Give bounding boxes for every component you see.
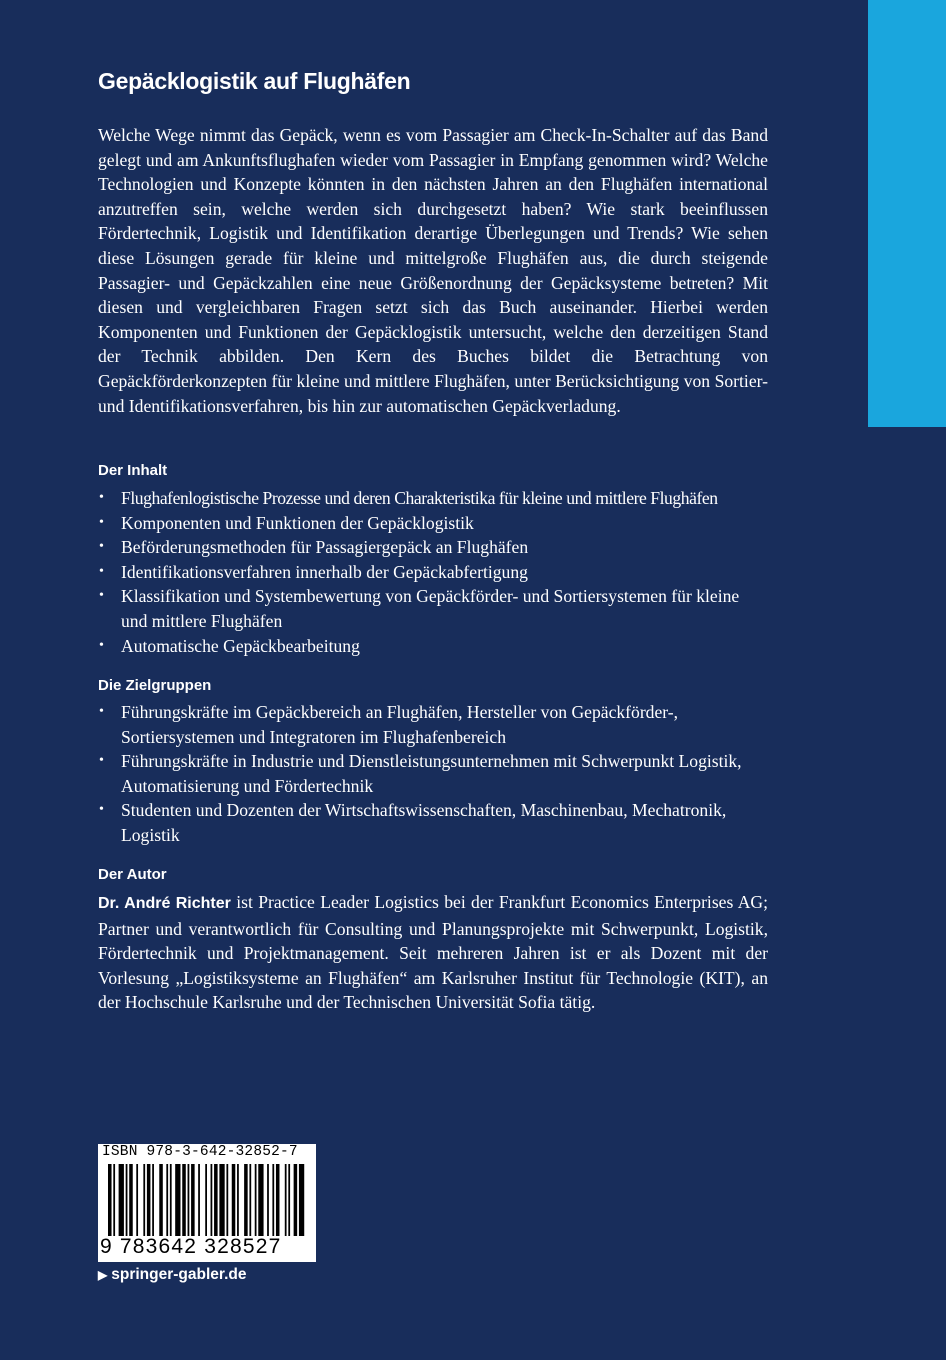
barcode-bar: [147, 1164, 151, 1236]
barcode-bar: [214, 1164, 218, 1236]
barcode-bar: [108, 1164, 112, 1236]
barcode-bar: [232, 1164, 236, 1236]
list-item: • Komponenten und Funktionen der Gepäcklogistik: [98, 511, 768, 536]
barcode-bar: [166, 1164, 168, 1236]
barcode-bar: [288, 1164, 290, 1236]
list-item: • Automatische Gepäckbearbeitung: [98, 634, 768, 659]
list-item: • Flughafenlogistische Prozesse und deren Charakteristika für kleine und mittlere Flughäfen: [98, 486, 768, 511]
barcode-bar: [285, 1164, 287, 1236]
isbn-barcode: [98, 1144, 316, 1262]
bullet-icon: •: [99, 563, 104, 579]
barcode-bar: [159, 1164, 163, 1236]
isbn-number: ISBN 978-3-642-32852-7: [102, 1144, 298, 1160]
author-bio: ist Practice Leader Logistics bei der Frankfurt Economics Enterprises AG; Partner und verantwortlich für Consulting und Planungsprojekte mit Schwerpunkt, Logistik, Fördertechnik und Projektmanagement. Seit mehreren Jahren ist er als Dozent mit der Vorlesung „Logistiksysteme an Flughäfen“ am Karlsruher Institut für Technologie (KIT), an der Hochschule Karlsruhe und der Technischen Universität Sofia tätig.: [98, 892, 768, 1013]
barcode-bar: [244, 1164, 248, 1236]
publisher-link[interactable]: [98, 1266, 246, 1284]
intro-paragraph: Welche Wege nimmt das Gepäck, wenn es vom Passagier am Check-In-Schalter auf das Band gelegt und am Ankunftsflughafen wieder vom Passagier in Empfang genommen wird? Welche Technologien und Konzepte könnten in den nächsten Jahren an den Flughäfen international anzutreffen sein, welche werden sich durchgesetzt haben? Wie stark beeinflussen Fördertechnik, Logistik und Identifikation derartige Überlegungen und Trends? Wie sehen diese Lösungen gerade für kleine und mittelgroße Flughäfen aus, die durch steigende Passagier- und Gepäckzahlen eine neue Größenordnung der Gepäcksysteme betreten? Mit diesen und vergleichbaren Fragen setzt sich das Buch auseinander. Hierbei werden Komponenten und Funktionen der Gepäcklogistik untersucht, welche den derzeitigen Stand der Technik abbilden. Den Kern des Buches bildet die Betrachtung von Gepäckförderkonzepten für kleine und mittlere Flughäfen, unter Berücksichtigung von Sortier- und Identifikationsverfahren, bis hin zur automatischen Gepäckverladung.: [98, 125, 768, 416]
bullet-icon: •: [99, 637, 104, 653]
list-item: • Führungskräfte in Industrie und Dienstleistungsunternehmen mit Schwerpunkt Logistik, Automatisierung und Fördertechnik: [99, 751, 742, 796]
bullet-icon: •: [99, 753, 104, 769]
ean-digits: 9 783642 328527: [100, 1235, 282, 1258]
inhalt-list: [98, 486, 768, 658]
section-heading-zielgruppen: Die Zielgruppen: [98, 677, 212, 694]
barcode-bar: [113, 1164, 115, 1236]
barcode-bar: [211, 1164, 213, 1236]
list-item: • Führungskräfte im Gepäckbereich an Flughäfen, Hersteller von Gepäckförder-, Sortiersystemen und Integratoren im Flughafenbereich: [99, 702, 679, 747]
barcode-bar: [136, 1164, 138, 1236]
barcode-bar: [237, 1164, 239, 1236]
bullet-icon: •: [99, 539, 104, 555]
barcode-bar: [182, 1164, 186, 1236]
barcode-bar: [175, 1164, 180, 1236]
barcode-bar: [255, 1164, 257, 1236]
barcode-bar: [198, 1164, 200, 1236]
section-heading-autor: Der Autor: [98, 866, 167, 883]
section-heading-inhalt: Der Inhalt: [98, 462, 168, 479]
bullet-icon: •: [99, 514, 104, 530]
bullet-icon: •: [99, 588, 104, 604]
barcode-bar: [219, 1164, 224, 1236]
barcode-bar: [143, 1164, 145, 1236]
barcode-bar: [267, 1164, 269, 1236]
list-item: • Beförderungsmethoden für Passagiergepäck an Flughäfen: [98, 535, 768, 560]
bullet-icon: •: [99, 802, 104, 818]
barcode-bar: [129, 1164, 133, 1236]
book-title: Gepäcklogistik auf Flughäfen: [98, 68, 411, 94]
barcode-bar: [152, 1164, 154, 1236]
author-paragraph: [98, 890, 768, 1015]
barcode-bar: [294, 1164, 298, 1236]
barcode-bar: [276, 1164, 280, 1236]
publisher-url: springer-gabler.de: [111, 1266, 247, 1283]
list-item: • Klassifikation und Systembewertung von Gepäckförder- und Sortiersystemen für kleine und mittlere Flughäfen: [99, 586, 740, 631]
barcode-bar: [249, 1164, 251, 1236]
barcode-bar: [170, 1164, 172, 1236]
barcode-bar: [188, 1164, 190, 1236]
barcode-bar: [119, 1164, 124, 1236]
barcode-bar: [258, 1164, 263, 1236]
zielgruppen-list: [98, 700, 768, 848]
barcode-bar: [205, 1164, 207, 1236]
bullet-icon: •: [99, 704, 104, 719]
barcode-bar: [226, 1164, 228, 1236]
accent-tab: [868, 0, 946, 427]
barcode-bar: [299, 1164, 304, 1236]
list-item: • Studenten und Dozenten der Wirtschaftswissenschaften, Maschinenbau, Mechatronik, Logistik: [99, 800, 727, 845]
triangle-right-icon: ▶: [98, 1268, 108, 1282]
author-name: Dr. André Richter: [98, 895, 231, 912]
barcode-bar: [126, 1164, 128, 1236]
barcode-bar: [191, 1164, 195, 1236]
bullet-icon: •: [99, 490, 104, 505]
barcode-bars: [108, 1164, 306, 1236]
list-item: • Identifikationsverfahren innerhalb der Gepäckabfertigung: [98, 560, 768, 585]
barcode-bar: [272, 1164, 274, 1236]
